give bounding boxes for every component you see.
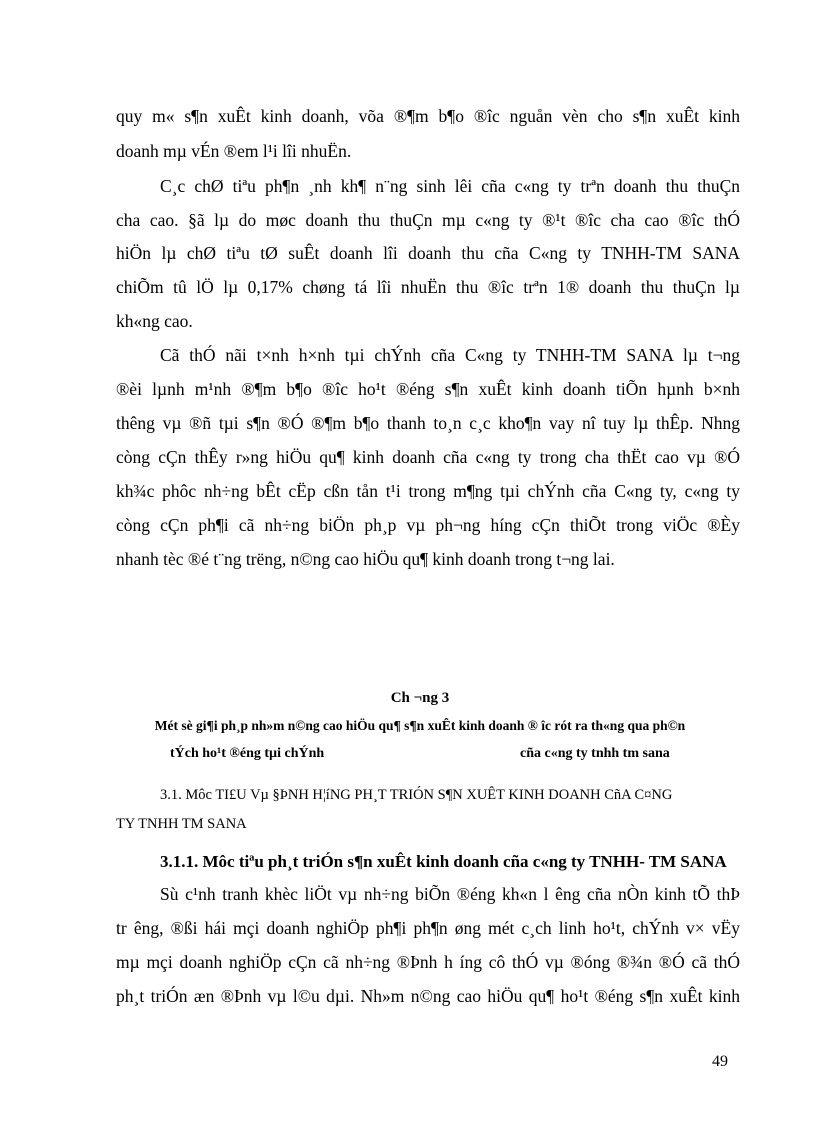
- paragraph-2-line-1: C¸c chØ tiªu ph¶n ¸nh kh¶ n¨ng sinh lêi cña c«ng ty trªn doanh thu thuÇn: [160, 176, 740, 196]
- paragraph-2-line-4: chiÕm tû lÖ lµ 0,17% chøng tá lîi nhuËn thu ®îc trªn 1® doanh thu thuÇn lµ: [116, 277, 740, 297]
- paragraph-2-line-5: kh«ng cao.: [116, 311, 193, 331]
- section-3-1-1-line-1: Sù c¹nh tranh khèc liÖt vµ nh÷ng biÕn ®éng kh«n l êng cña nÒn kinh tÕ thÞ: [160, 884, 740, 904]
- paragraph-3-line-7: nhanh tèc ®é t¨ng trëng, n©ng cao hiÖu qu¶ kinh doanh trong t¬ng lai.: [116, 549, 615, 569]
- section-3-1-1-line-2: tr êng, ®ßi hái mçi doanh nghiÖp ph¶i ph¶n øng mét c¸ch linh ho¹t, chÝnh v× vËy: [116, 918, 740, 938]
- page-number: 49: [712, 1053, 728, 1070]
- paragraph-1-line-2: doanh mµ vÉn ®em l¹i lîi nhuËn.: [116, 141, 352, 161]
- section-3-1-1-line-3: mµ mçi doanh nghiÖp cÇn cã nh÷ng ®Þnh h íng cô thÓ vµ ®óng ®¾n ®Ó cã thÓ: [116, 952, 740, 972]
- paragraph-2-line-3: hiÖn lµ chØ tiªu tØ suÊt doanh lîi doanh thu cña C«ng ty TNHH-TM SANA: [116, 243, 740, 263]
- paragraph-3-line-3: thêng vµ ®ñ tµi s¶n ®Ó ®¶m b¶o thanh to¸n c¸c kho¶n vay nî tuy lµ thÊp. Nhng: [116, 413, 740, 433]
- paragraph-1-line-1: quy m« s¶n xuÊt kinh doanh, võa ®¶m b¶o ®îc nguån vèn cho s¶n xuÊt kinh: [116, 106, 740, 126]
- paragraph-3-line-6: còng cÇn ph¶i cã nh÷ng biÖn ph¸p vµ ph¬ng híng cÇn thiÕt trong viÖc ®Èy: [116, 515, 740, 535]
- chapter-subtitle-line-2-left: tÝch ho¹t ®éng tµi chÝnh: [170, 746, 325, 761]
- paragraph-3-line-2: ®èi lµnh m¹nh ®¶m b¶o ®îc ho¹t ®éng s¶n xuÊt kinh doanh tiÕn hµnh b×nh: [116, 379, 740, 399]
- paragraph-3-line-5: kh¾c phôc nh÷ng bÊt cËp cßn tån t¹i trong m¶ng tµi chÝnh cña C«ng ty, c«ng ty: [116, 481, 740, 501]
- chapter-subtitle-line-1: Mét sè gi¶i ph¸p nh»m n©ng cao hiÖu qu¶ s¶n xuÊt kinh doanh ® îc rót ra th«ng qua ph©n: [154, 718, 686, 733]
- section-3-1-1-heading: 3.1.1. Môc tiªu ph¸t triÓn s¶n xuÊt kinh doanh cña c«ng ty TNHH- TM SANA: [160, 852, 727, 871]
- section-3-1-heading-line-2: TY TNHH TM SANA: [116, 816, 247, 832]
- section-3-1-1-line-4: ph¸t triÓn æn ®Þnh vµ l©u dµi. Nh»m n©ng cao hiÖu qu¶ ho¹t ®éng s¶n xuÊt kinh: [116, 986, 740, 1006]
- paragraph-3-line-1: Cã thÓ nãi t×nh h×nh tµi chÝnh cña C«ng ty TNHH-TM SANA lµ t¬ng: [160, 345, 740, 365]
- chapter-subtitle-line-2-right: cña c«ng ty tnhh tm sana: [520, 746, 670, 761]
- paragraph-3-line-4: còng cÇn thÊy r»ng hiÖu qu¶ kinh doanh cña c«ng ty trong cha thËt cao vµ ®Ó: [116, 447, 740, 467]
- chapter-title: Ch ¬ng 3: [390, 690, 450, 706]
- section-3-1-heading-line-1: 3.1. Môc TI£U Vµ §ÞNH H¦íNG PH¸T TRIÓN S¶N XUÊT KINH DOANH CñA C¤NG: [160, 787, 673, 803]
- paragraph-2-line-2: cha cao. §ã lµ do møc doanh thu thuÇn mµ c«ng ty ®¹t ®îc cha cao ®îc thÓ: [116, 210, 740, 230]
